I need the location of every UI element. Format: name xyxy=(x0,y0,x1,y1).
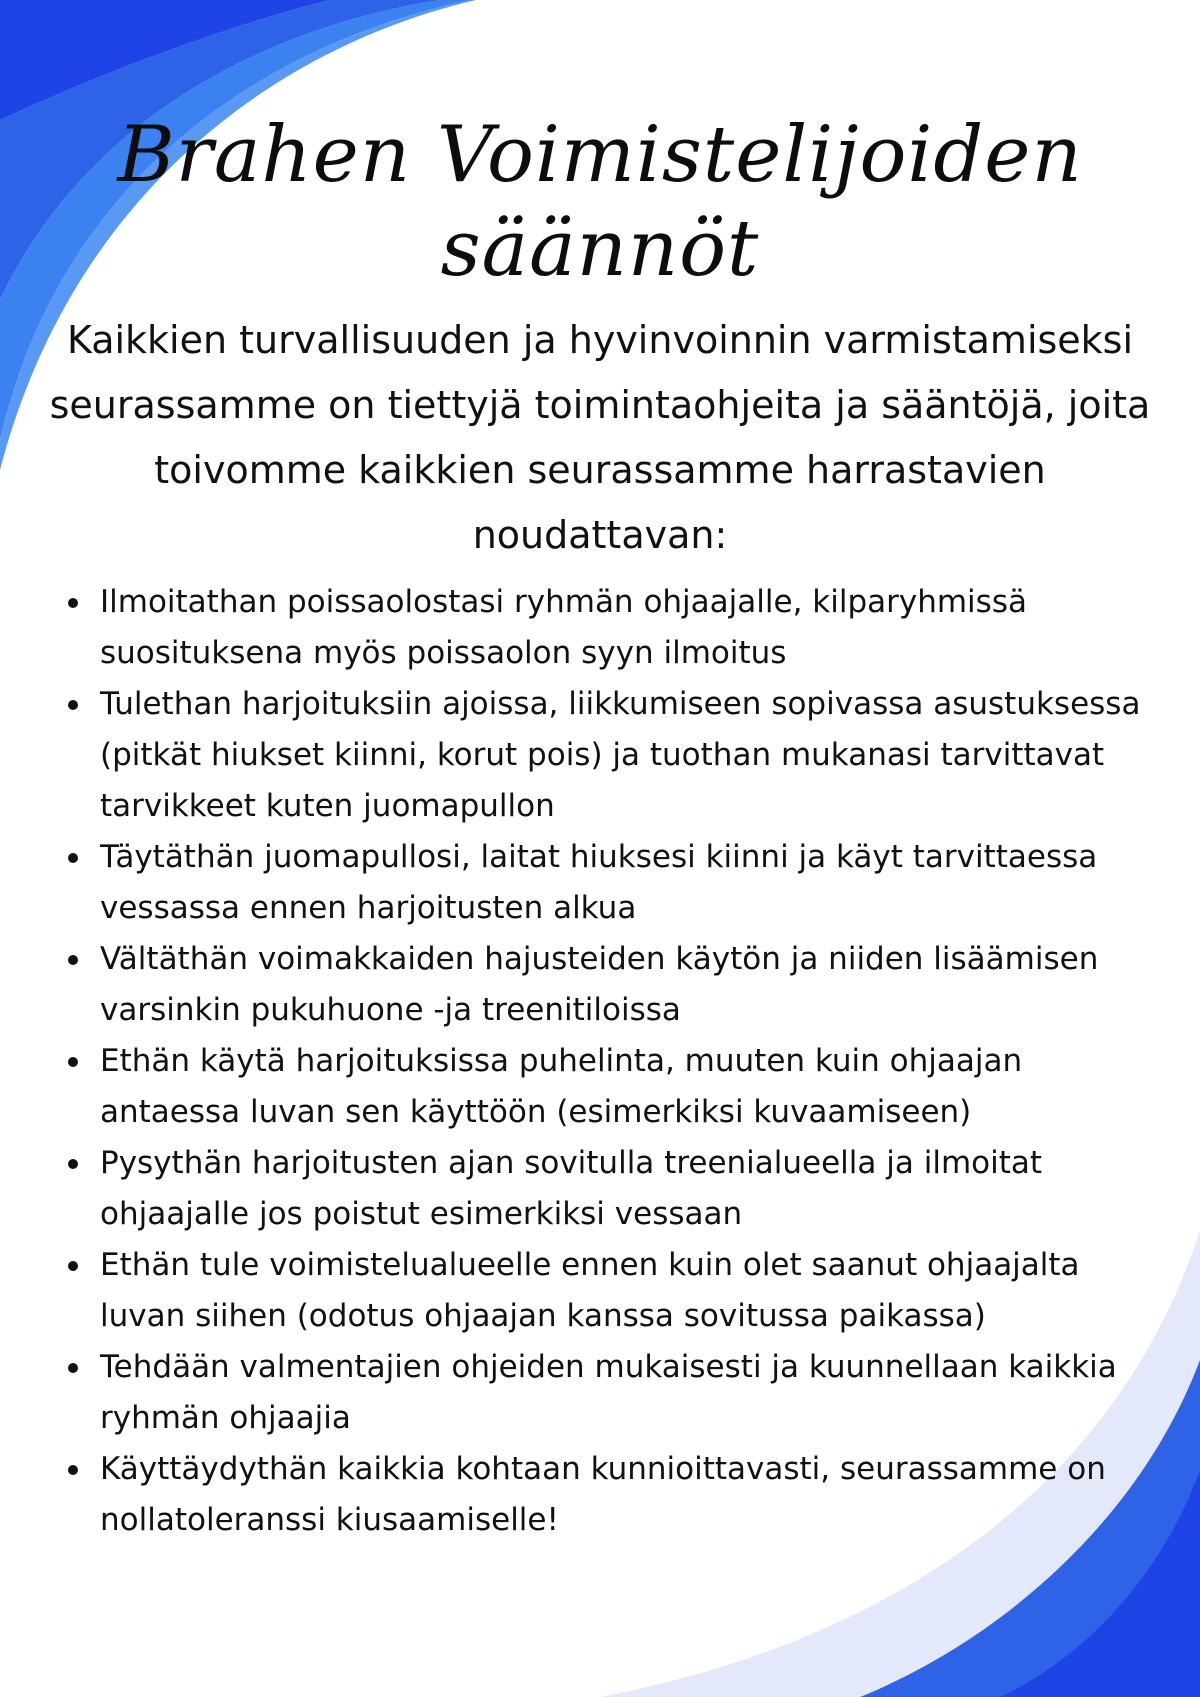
intro-paragraph: Kaikkien turvallisuuden ja hyvinvoinnin varmistamiseksi seurassamme on tiettyjä toimintaohjeita ja sääntöjä, joita toivomme kaikkien seurassamme harrastavien noudattavan: xyxy=(49,318,1151,557)
bullet-icon xyxy=(68,955,78,965)
title-line-2: säännöt xyxy=(440,204,760,294)
rules-list xyxy=(68,577,1168,1546)
rule-text: Pysythän harjoitusten ajan sovitulla treenialueella ja ilmoitat ohjaajalle jos poistut esimerkiksi vessaan xyxy=(100,1145,1043,1232)
bullet-icon xyxy=(68,1363,78,1373)
title-line-1: Brahen Voimistelijoiden xyxy=(117,110,1083,200)
list-item xyxy=(68,934,1168,1036)
list-item xyxy=(68,832,1168,934)
rule-text: Vältäthän voimakkaiden hajusteiden käytön ja niiden lisäämisen varsinkin pukuhuone -ja treenitiloissa xyxy=(100,941,1099,1028)
rule-text: Ethän tule voimistelualueelle ennen kuin olet saanut ohjaajalta luvan siihen (odotus ohjaajan kanssa sovitussa paikassa) xyxy=(100,1247,1080,1334)
list-item xyxy=(68,577,1168,679)
page-title xyxy=(0,108,1200,296)
rule-text: Täytäthän juomapullosi, laitat hiuksesi kiinni ja käyt tarvittaessa vessassa ennen harjoitusten alkua xyxy=(100,839,1098,926)
bullet-icon xyxy=(68,853,78,863)
list-item xyxy=(68,1138,1168,1240)
rule-text: Ethän käytä harjoituksissa puhelinta, muuten kuin ohjaajan antaessa luvan sen käyttöön (esimerkiksi kuvaamiseen) xyxy=(100,1043,1023,1130)
bullet-icon xyxy=(68,1261,78,1271)
list-item xyxy=(68,1444,1168,1546)
rule-text: Tulethan harjoituksiin ajoissa, liikkumiseen sopivassa asustuksessa (pitkät hiukset kiinni, korut pois) ja tuothan mukanasi tarvittavat tarvikkeet kuten juomapullon xyxy=(100,686,1141,824)
list-item xyxy=(68,1342,1168,1444)
bullet-icon xyxy=(68,1465,78,1475)
rule-text: Käyttäydythän kaikkia kohtaan kunnioittavasti, seurassamme on nollatoleranssi kiusaamiselle! xyxy=(100,1451,1106,1538)
list-item xyxy=(68,1240,1168,1342)
rule-text: Ilmoitathan poissaolostasi ryhmän ohjaajalle, kilparyhmissä suosituksena myös poissaolon syyn ilmoitus xyxy=(100,584,1027,671)
bullet-icon xyxy=(68,1057,78,1067)
list-item xyxy=(68,1036,1168,1138)
bullet-icon xyxy=(68,700,78,710)
rule-text: Tehdään valmentajien ohjeiden mukaisesti ja kuunnellaan kaikkia ryhmän ohjaajia xyxy=(100,1349,1117,1436)
bullet-icon xyxy=(68,1159,78,1169)
list-item xyxy=(68,679,1168,832)
bullet-icon xyxy=(68,598,78,608)
